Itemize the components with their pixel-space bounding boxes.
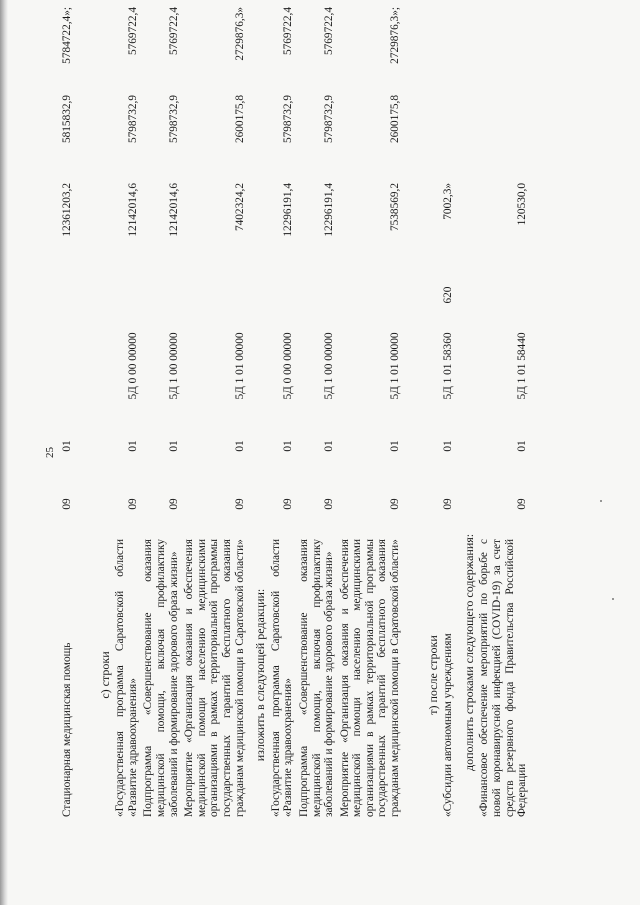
row-name: «Субсидии автономным учреждениям — [442, 633, 455, 817]
row-subsection-code: 01 — [516, 440, 529, 452]
row-name: Мероприятие «Организация оказания и обеспечения медицинской помощи населению медицинскими организациями в рамках территориальной программы государственных гарантий бесплатного оказания гражданам медицинской помощи в Саратовской области» — [183, 539, 246, 817]
row-amount-1: 120530,0 — [516, 183, 529, 226]
row-target-article: 5Д 1 01 58440 — [516, 332, 529, 400]
caption-fill — [421, 7, 442, 533]
row-section-code: 09 — [61, 498, 73, 510]
row-amount-3: 5769722,4 — [323, 7, 336, 56]
section-caption-row — [457, 7, 478, 817]
row-subsection-code: 01 — [233, 440, 246, 452]
row-amount-2 — [441, 87, 457, 175]
row-target-article: 5Д 1 01 58360 — [442, 332, 455, 400]
row-target-article — [60, 315, 76, 417]
row-amount-2 — [477, 87, 530, 175]
row-section-code: 09 — [442, 498, 455, 510]
spacer-cell — [76, 7, 93, 817]
caption-fill — [93, 7, 114, 533]
row-name: «Финансовое обеспечение мероприятий по борьбе с новой коронавирусной инфекцией (COVID-19) за счет средств резервного фонда Правительства Российской Федерации — [478, 539, 529, 817]
row-amount-2: 5798732,9 — [167, 95, 180, 144]
section-caption: изложить в следующей редакции: — [253, 588, 268, 762]
row-target-article: 5Д 1 01 00000 — [389, 332, 402, 400]
row-amount-3: 2729876,3»; — [389, 7, 402, 64]
table-row — [477, 7, 530, 817]
budget-table — [60, 7, 531, 817]
table-row — [60, 7, 76, 817]
table-row — [141, 7, 182, 817]
row-expense-type — [297, 275, 338, 315]
row-amount-2: 5798732,9 — [126, 95, 139, 144]
spacer-row — [404, 7, 421, 817]
section-caption: дополнить строками следующего содержания: — [461, 533, 476, 771]
row-target-article: 5Д 1 00 00000 — [167, 332, 180, 400]
row-target-article: 5Д 0 00 00000 — [126, 332, 139, 400]
section-caption: с) строки — [97, 651, 112, 699]
section-caption-row — [421, 7, 442, 817]
row-name: Подпрограмма «Совершенствование оказания медицинской помощи, включая профилактику заболеваний и формирование здорового образа жизни» — [297, 539, 336, 817]
row-amount-1: 12142014,6 — [167, 183, 180, 237]
page-number: 25 — [44, 447, 56, 458]
row-subsection-code: 01 — [323, 440, 336, 452]
table-row — [441, 7, 457, 817]
row-expense-type: 620 — [442, 286, 455, 304]
table-row — [182, 7, 248, 817]
spacer-cell — [404, 7, 421, 817]
row-name: Стационарная медицинская помощь — [61, 642, 73, 817]
table-row — [297, 7, 338, 817]
row-subsection-code: 01 — [167, 440, 180, 452]
row-subsection-code: 01 — [442, 440, 455, 452]
row-expense-type — [113, 275, 141, 315]
section-caption-row — [248, 7, 269, 817]
row-amount-3: 2729876,3» — [233, 7, 246, 61]
row-amount-3: 5769722,4 — [167, 7, 180, 56]
row-expense-type — [60, 275, 76, 315]
budget-table-body — [60, 7, 531, 817]
row-target-article: 5Д 0 00 00000 — [282, 332, 295, 400]
row-amount-2: 5798732,9 — [282, 95, 295, 144]
row-amount-1: 7002,3» — [442, 183, 455, 220]
row-amount-3 — [441, 7, 457, 87]
row-name: Мероприятие «Организация оказания и обеспечения медицинской помощи населению медицинскими организациями в рамках территориальной программы государственных гарантий бесплатного оказания гражданам медицинской помощи в Саратовской области» — [338, 539, 402, 817]
row-amount-1: 12296191,4 — [282, 183, 295, 237]
row-section-code: 09 — [167, 498, 180, 510]
row-amount-1: 7538569,2 — [389, 183, 402, 232]
caption-fill — [248, 7, 269, 533]
row-expense-type — [477, 275, 530, 315]
row-amount-2: 5798732,9 — [323, 95, 336, 144]
row-amount-3: 5784722,4»; — [61, 7, 73, 64]
row-target-article: 5Д 1 01 00000 — [233, 332, 246, 400]
row-subsection-code: 01 — [126, 440, 139, 452]
row-name: «Государственная программа Саратовской области «Развитие здравоохранения» — [114, 539, 139, 817]
row-amount-2: 5815832,9 — [61, 95, 73, 144]
spacer-row — [76, 7, 93, 817]
table-row — [113, 7, 141, 817]
row-target-article: 5Д 1 00 00000 — [323, 332, 336, 400]
row-amount-3 — [477, 7, 530, 87]
row-section-code: 09 — [282, 498, 295, 510]
row-amount-3: 5769722,4 — [282, 7, 295, 56]
row-section-code: 09 — [516, 498, 529, 510]
row-section-code: 09 — [389, 498, 402, 510]
row-amount-1: 12296191,4 — [323, 183, 336, 237]
row-amount-2: 2600175,8 — [389, 95, 402, 144]
row-amount-1: 12361203,2 — [61, 183, 73, 237]
table-row — [338, 7, 404, 817]
row-name: Подпрограмма «Совершенствование оказания медицинской помощи, включая профилактику заболеваний и формирование здорового образа жизни» — [142, 539, 180, 817]
row-section-code: 09 — [126, 498, 139, 510]
section-caption-row — [93, 7, 114, 817]
row-expense-type — [269, 275, 297, 315]
row-subsection-code: 01 — [61, 440, 73, 452]
row-expense-type — [338, 275, 404, 315]
row-expense-type — [182, 275, 248, 315]
row-amount-1: 7402324,2 — [233, 183, 246, 232]
table-row — [269, 7, 297, 817]
row-subsection-code: 01 — [282, 440, 295, 452]
row-amount-3: 5769722,4 — [126, 7, 139, 56]
row-subsection-code: 01 — [389, 440, 402, 452]
row-amount-2: 2600175,8 — [233, 95, 246, 144]
row-amount-1: 12142014,6 — [126, 183, 139, 237]
section-caption: т) после строки — [425, 635, 440, 715]
row-section-code: 09 — [233, 498, 246, 510]
row-expense-type — [141, 275, 182, 315]
row-name: «Государственная программа Саратовской области «Развитие здравоохранения» — [269, 539, 295, 817]
row-section-code: 09 — [323, 498, 336, 510]
